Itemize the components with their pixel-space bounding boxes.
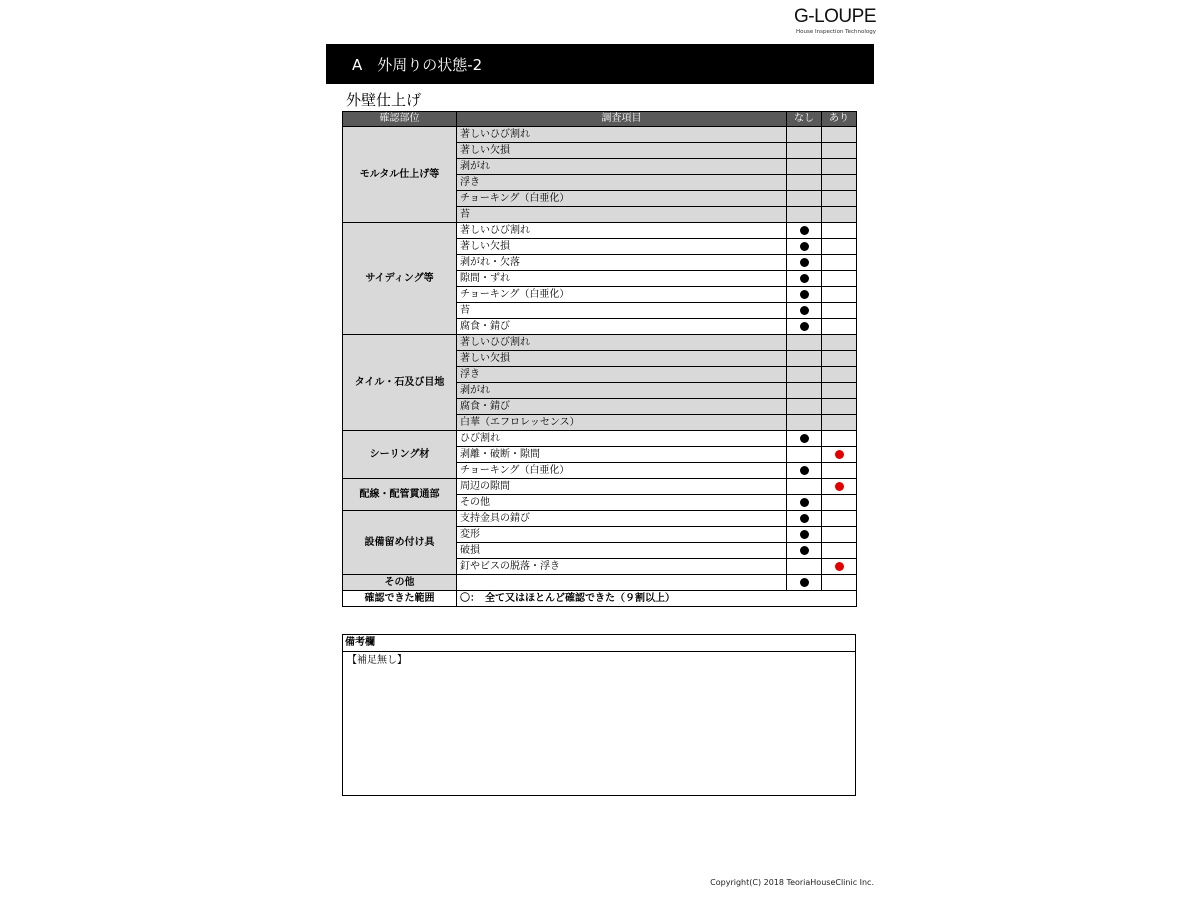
present-cell [822,223,857,239]
none-cell [787,383,822,399]
present-cell [822,383,857,399]
present-cell [822,175,857,191]
present-mark-icon [835,450,844,459]
none-cell [787,495,822,511]
range-label: 確認できた範囲 [343,591,457,607]
table-header-row [343,112,857,127]
notes-box [342,634,856,796]
category-cell: サイディング等 [343,223,457,335]
none-cell [787,271,822,287]
none-cell [787,367,822,383]
item-cell: 破損 [457,543,787,559]
none-mark-icon [800,546,809,555]
category-cell: シーリング材 [343,431,457,479]
none-cell [787,527,822,543]
present-cell [822,207,857,223]
none-cell [787,351,822,367]
none-cell [787,159,822,175]
none-cell [787,223,822,239]
none-cell [787,463,822,479]
none-cell [787,335,822,351]
page-title-bar [326,44,874,84]
header-part: 確認部位 [343,112,457,127]
present-cell [822,495,857,511]
none-cell [787,287,822,303]
item-cell: 苔 [457,207,787,223]
none-mark-icon [800,306,809,315]
logo-wordmark: G-LOUPE [793,6,876,27]
none-mark-icon [800,514,809,523]
item-cell: 剥がれ [457,159,787,175]
range-value: 〇： 全て又はほとんど確認できた（９割以上） [457,591,857,607]
none-cell [787,255,822,271]
present-mark-icon [835,482,844,491]
none-cell [787,415,822,431]
present-cell [822,319,857,335]
table-row [343,431,857,447]
item-cell: 著しい欠損 [457,239,787,255]
item-cell: その他 [457,495,787,511]
item-cell: 白華（エフロレッセンス） [457,415,787,431]
none-mark-icon [800,530,809,539]
none-mark-icon [800,466,809,475]
item-cell: 隙間・ずれ [457,271,787,287]
section-title: 外壁仕上げ [346,91,422,109]
item-cell: チョーキング（白亜化） [457,287,787,303]
item-cell: 苔 [457,303,787,319]
present-cell [822,463,857,479]
none-mark-icon [800,322,809,331]
none-mark-icon [800,290,809,299]
table-row [343,575,857,591]
none-cell [787,303,822,319]
present-cell [822,287,857,303]
present-cell [822,543,857,559]
none-cell [787,575,822,591]
item-cell: 腐食・錆び [457,399,787,415]
none-mark-icon [800,274,809,283]
present-cell [822,399,857,415]
item-cell: 著しい欠損 [457,351,787,367]
table-row [343,127,857,143]
notes-title: 備考欄 [343,635,855,652]
none-cell [787,207,822,223]
none-cell [787,143,822,159]
none-mark-icon [800,226,809,235]
none-cell [787,447,822,463]
none-mark-icon [800,434,809,443]
item-cell: 剥離・破断・隙間 [457,447,787,463]
range-row [343,591,857,607]
present-cell [822,559,857,575]
present-cell [822,479,857,495]
present-cell [822,255,857,271]
page-title: A 外周りの状態-2 [352,55,483,74]
logo-tagline: House Inspection Technology [796,29,876,35]
present-cell [822,367,857,383]
present-cell [822,447,857,463]
inspection-table [342,111,857,607]
item-cell: 浮き [457,367,787,383]
item-cell: 剥がれ・欠落 [457,255,787,271]
header-none: なし [787,112,822,127]
item-cell: ひび割れ [457,431,787,447]
category-cell: その他 [343,575,457,591]
item-cell: 腐食・錆び [457,319,787,335]
present-cell [822,143,857,159]
none-cell [787,543,822,559]
none-cell [787,399,822,415]
item-cell: チョーキング（白亜化） [457,463,787,479]
copyright: Copyright(C) 2018 TeoriaHouseClinic Inc. [710,878,874,887]
item-cell [457,575,787,591]
present-cell [822,239,857,255]
present-cell [822,159,857,175]
item-cell: 変形 [457,527,787,543]
none-mark-icon [800,578,809,587]
category-cell: タイル・石及び目地 [343,335,457,431]
present-cell [822,271,857,287]
table-body [343,127,857,591]
none-cell [787,175,822,191]
table-row [343,335,857,351]
none-mark-icon [800,258,809,267]
present-cell [822,575,857,591]
company-logo [786,6,876,36]
present-cell [822,415,857,431]
item-cell: 著しいひび割れ [457,223,787,239]
present-cell [822,351,857,367]
table-row [343,479,857,495]
present-cell [822,335,857,351]
none-mark-icon [800,498,809,507]
none-cell [787,191,822,207]
item-cell: 著しいひび割れ [457,335,787,351]
none-cell [787,239,822,255]
present-mark-icon [835,562,844,571]
present-cell [822,303,857,319]
none-cell [787,479,822,495]
none-cell [787,559,822,575]
table-row [343,223,857,239]
item-cell: 釘やビスの脱落・浮き [457,559,787,575]
header-present: あり [822,112,857,127]
item-cell: 著しい欠損 [457,143,787,159]
category-cell: 配線・配管貫通部 [343,479,457,511]
item-cell: 著しいひび割れ [457,127,787,143]
none-cell [787,127,822,143]
notes-body: 【補足無し】 [347,655,407,666]
present-cell [822,191,857,207]
present-cell [822,511,857,527]
category-cell: 設備留め付け具 [343,511,457,575]
none-cell [787,319,822,335]
present-cell [822,527,857,543]
present-cell [822,127,857,143]
item-cell: 支持金具の錆び [457,511,787,527]
item-cell: チョーキング（白亜化） [457,191,787,207]
table-row [343,511,857,527]
none-cell [787,511,822,527]
category-cell: モルタル仕上げ等 [343,127,457,223]
item-cell: 浮き [457,175,787,191]
none-cell [787,431,822,447]
header-item: 調査項目 [457,112,787,127]
item-cell: 剥がれ [457,383,787,399]
present-cell [822,431,857,447]
none-mark-icon [800,242,809,251]
item-cell: 周辺の隙間 [457,479,787,495]
